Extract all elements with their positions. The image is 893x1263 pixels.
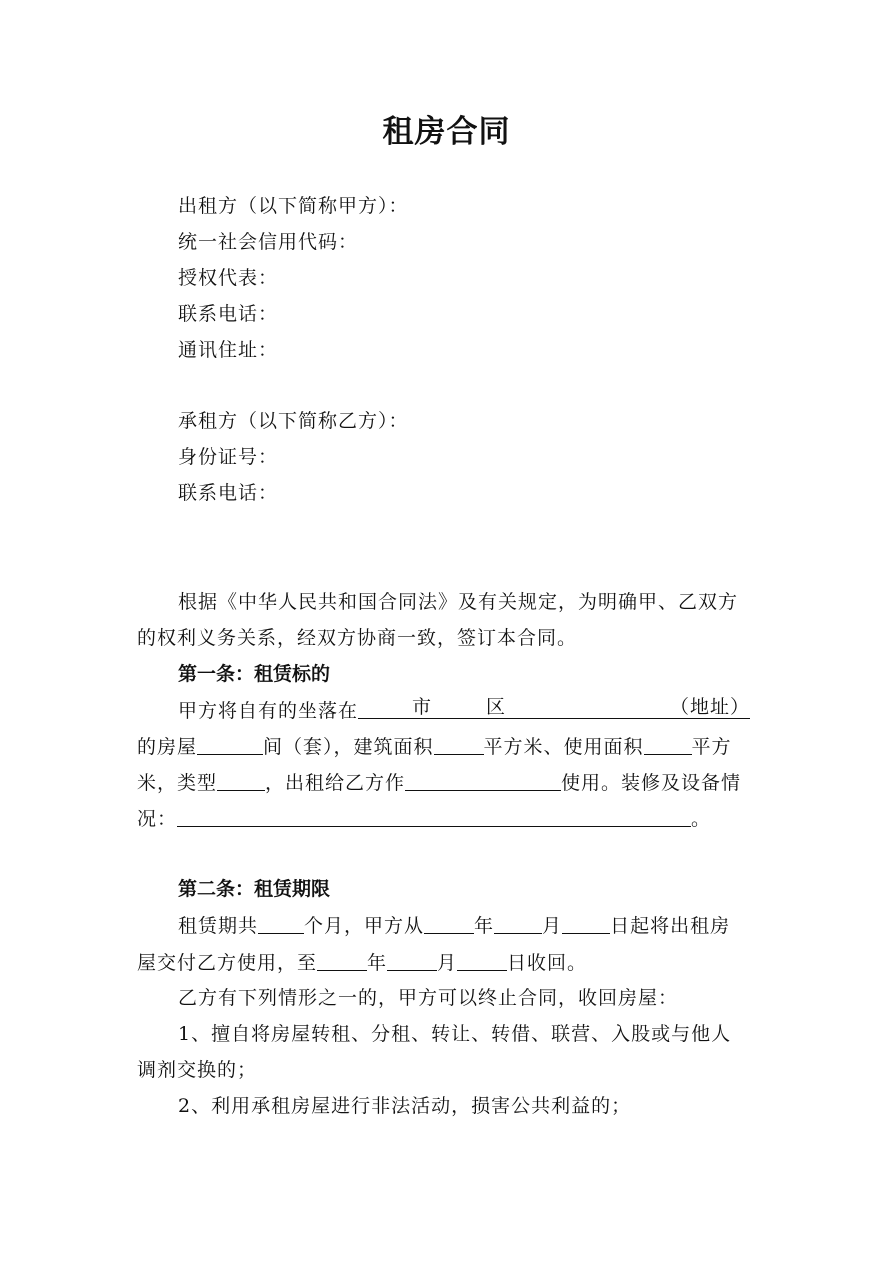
credit-code-label: 统一社会信用代码： xyxy=(178,231,359,253)
text-segment: 平方 xyxy=(691,736,732,758)
end-year-blank xyxy=(317,950,367,971)
start-month-blank xyxy=(494,913,542,934)
lessor-label: 出租方（以下简称甲方）： xyxy=(178,195,409,217)
purpose-blank xyxy=(405,770,561,791)
lessee-label: 承租方（以下简称乙方）： xyxy=(178,410,409,432)
district-label: 区 xyxy=(486,696,507,718)
lessor-address-label: 通讯住址： xyxy=(178,339,279,361)
rooms-blank xyxy=(197,734,263,755)
termination-item-1-line-2: 调剂交换的； xyxy=(137,1059,258,1081)
end-day-blank xyxy=(457,950,507,971)
address-blank xyxy=(358,698,750,719)
id-number-label: 身份证号： xyxy=(178,446,279,468)
article-1-line-3 xyxy=(137,770,741,795)
address-label: （地址） xyxy=(670,696,751,718)
lessee-phone-label: 联系电话： xyxy=(178,482,279,504)
text-segment: 的房屋 xyxy=(137,736,198,758)
article-1-line-2 xyxy=(137,734,732,759)
text-segment: 甲方将自有的坐落在 xyxy=(178,700,359,722)
end-month-blank xyxy=(387,950,437,971)
page-title: 租房合同 xyxy=(382,114,511,150)
text-segment: 况： xyxy=(137,808,178,830)
start-year-blank xyxy=(424,913,474,934)
termination-item-1-line-1: 1、擅自将房屋转租、分租、转让、转借、联营、入股或与他人 xyxy=(178,1023,732,1045)
termination-intro: 乙方有下列情形之一的，甲方可以终止合同，收回房屋： xyxy=(178,987,679,1009)
lessor-phone-label: 联系电话： xyxy=(178,303,279,325)
city-label: 市 xyxy=(412,696,433,718)
text-segment: 租赁期共 xyxy=(178,915,259,937)
text-segment: 月 xyxy=(542,915,563,937)
termination-item-2: 2、利用承租房屋进行非法活动，损害公共利益的； xyxy=(178,1095,632,1117)
article-1-line-1 xyxy=(178,698,750,723)
article-2-line-2 xyxy=(137,950,587,975)
type-blank xyxy=(217,770,265,791)
text-segment: ，出租给乙方作 xyxy=(265,772,406,794)
representative-label: 授权代表： xyxy=(178,267,279,289)
equipment-blank xyxy=(177,806,691,827)
months-blank xyxy=(258,913,304,934)
text-segment: 平方米、使用面积 xyxy=(483,736,644,758)
text-segment: 米，类型 xyxy=(137,772,218,794)
text-segment: 月 xyxy=(437,952,458,974)
text-segment: 使用。装修及设备情 xyxy=(561,772,742,794)
article-2-heading: 第二条：租赁期限 xyxy=(178,878,331,900)
text-segment: 日收回。 xyxy=(507,952,588,974)
preamble-line-1: 根据《中华人民共和国合同法》及有关规定，为明确甲、乙双方 xyxy=(178,591,739,613)
text-segment: 屋交付乙方使用，至 xyxy=(137,952,318,974)
start-day-blank xyxy=(562,913,610,934)
text-segment: 。 xyxy=(691,808,712,830)
text-segment: 年 xyxy=(367,952,388,974)
preamble-line-2: 的权利义务关系，经双方协商一致，签订本合同。 xyxy=(137,627,578,649)
text-segment: 日起将出租房 xyxy=(610,915,731,937)
text-segment: 个月，甲方从 xyxy=(304,915,425,937)
article-2-line-1 xyxy=(178,913,730,938)
article-1-heading: 第一条：租赁标的 xyxy=(178,663,331,685)
text-segment: 间（套），建筑面积 xyxy=(263,736,434,758)
building-area-blank xyxy=(434,734,484,755)
usable-area-blank xyxy=(644,734,692,755)
text-segment: 年 xyxy=(474,915,495,937)
article-1-line-4 xyxy=(137,806,711,831)
